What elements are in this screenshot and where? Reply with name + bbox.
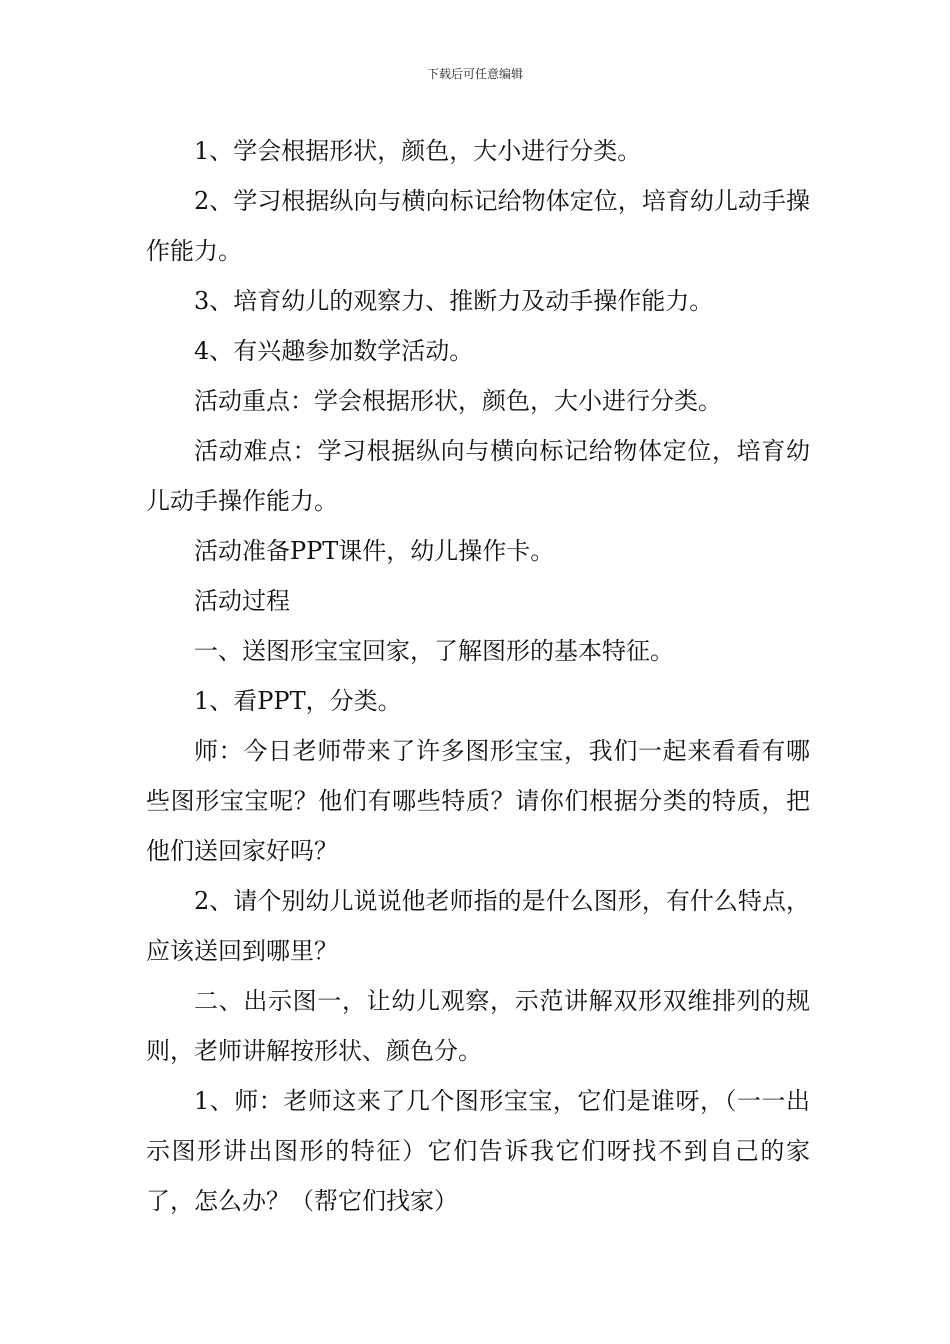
paragraph-step-1: 1、看PPT，分类。 (194, 687, 402, 715)
paragraph-difficulty: 活动难点：学习根据纵向与横向标记给物体定位，培育幼儿动手操作能力。 (146, 437, 810, 515)
paragraph-section-one: 一、送图形宝宝回家，了解图形的基本特征。 (194, 637, 674, 665)
document-body (146, 126, 810, 1226)
paragraph-preparation: 活动准备PPT课件，幼儿操作卡。 (194, 537, 555, 565)
paragraph-section-two: 二、出示图一，让幼儿观察，示范讲解双形双维排列的规则，老师讲解按形状、颜色分。 (146, 987, 810, 1065)
paragraph-teacher-speech: 师：今日老师带来了许多图形宝宝，我们一起来看看有哪些图形宝宝呢？他们有哪些特质？请你们根据分类的特质，把他们送回家好吗？ (146, 737, 810, 865)
paragraph-section-two-step-1: 1、师：老师这来了几个图形宝宝，它们是谁呀，（一一出示图形讲出图形的特征）它们告诉我它们呀找不到自己的家了，怎么办？（帮它们找家） (146, 1087, 810, 1215)
paragraph-objective-3: 3、培育幼儿的观察力、推断力及动手操作能力。 (194, 287, 714, 315)
paragraph-process-heading: 活动过程 (194, 587, 290, 615)
paragraph-key-point: 活动重点：学会根据形状，颜色，大小进行分类。 (194, 387, 722, 415)
paragraph-step-2: 2、请个别幼儿说说他老师指的是什么图形，有什么特点，应该送回到哪里？ (146, 887, 810, 965)
page-header-note: 下载后可任意编辑 (426, 67, 523, 81)
paragraph-objective-2: 2、学习根据纵向与横向标记给物体定位，培育幼儿动手操作能力。 (146, 187, 810, 265)
paragraph-objective-1: 1、学会根据形状，颜色，大小进行分类。 (194, 137, 642, 165)
paragraph-objective-4: 4、有兴趣参加数学活动。 (194, 337, 474, 365)
